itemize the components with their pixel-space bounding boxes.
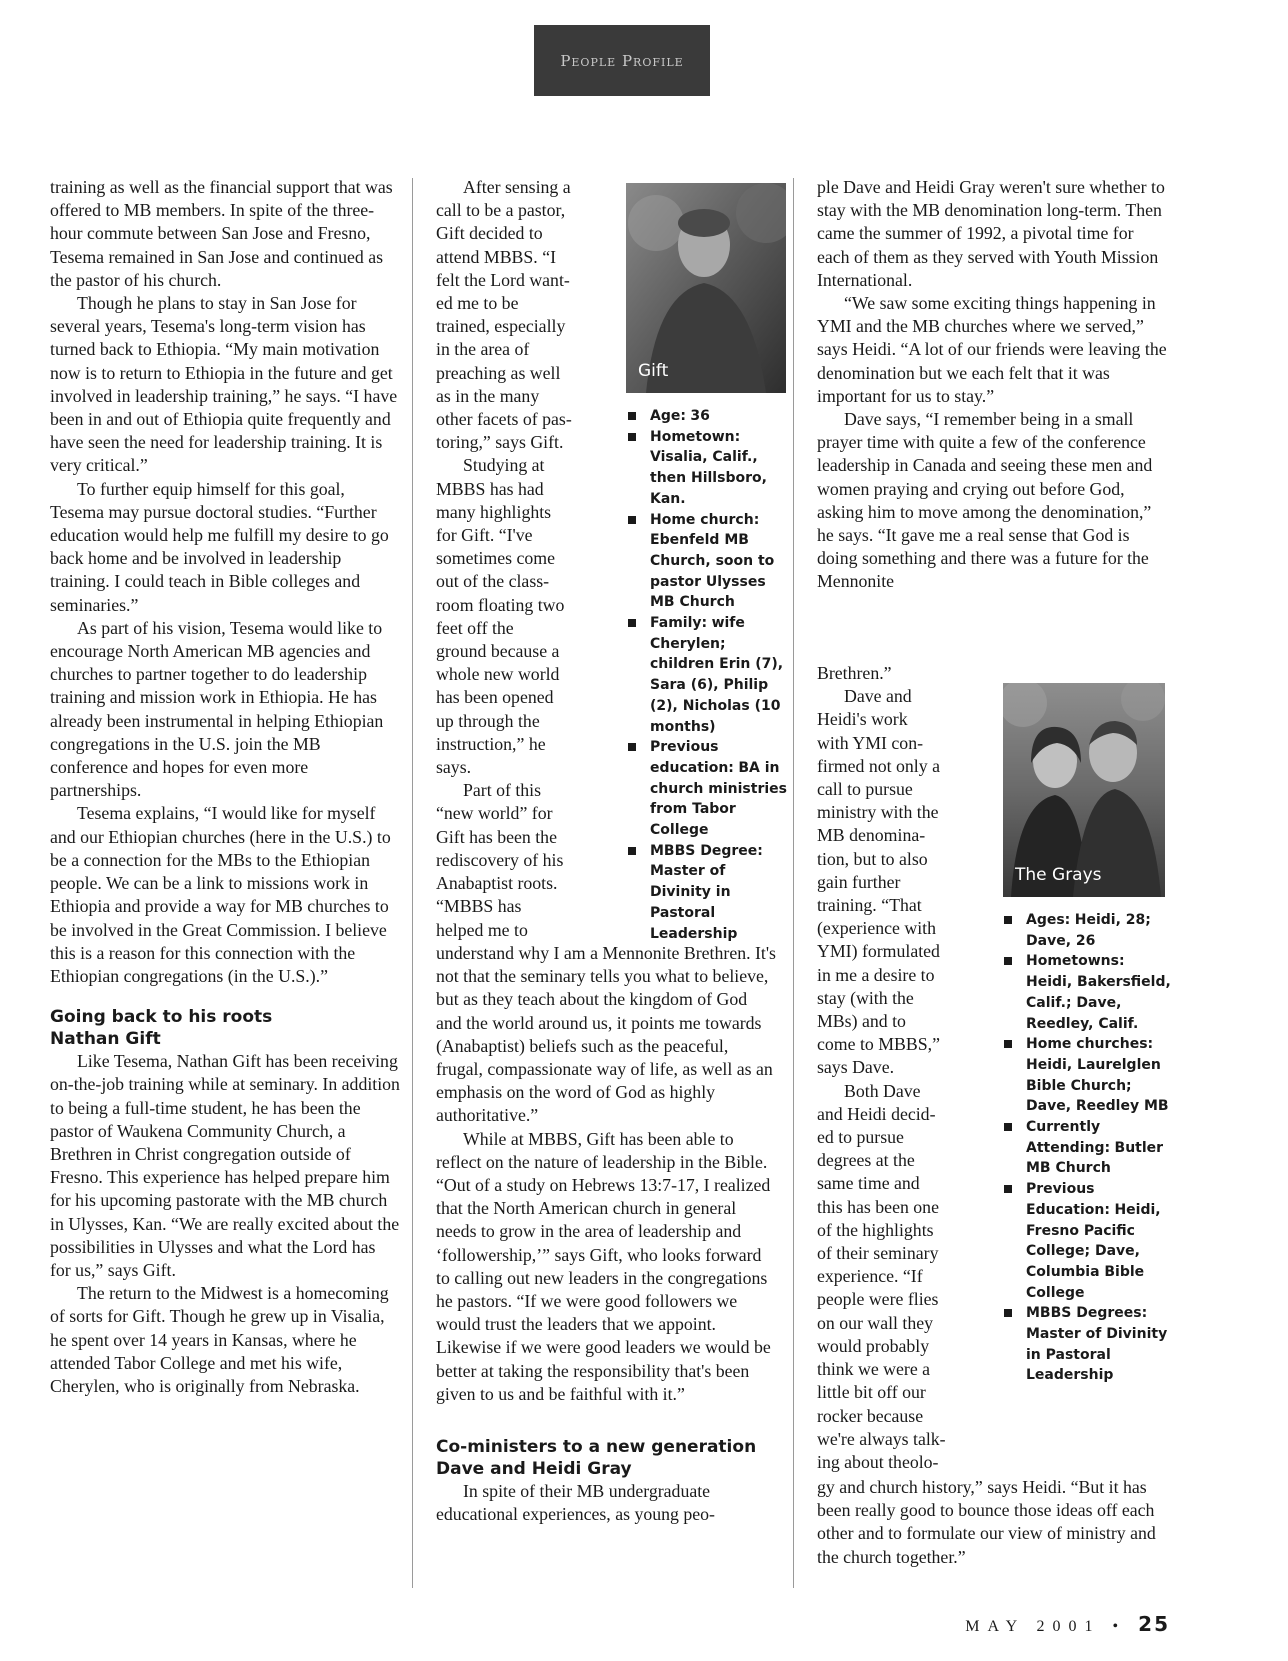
- fact-value: BA in church ministries from Tabor College: [650, 759, 787, 839]
- column-3-bottom: [817, 1476, 1167, 1569]
- fact-label: Home church:: [650, 511, 760, 528]
- text-line: Part of this: [463, 780, 542, 801]
- fact-item: [1002, 951, 1174, 1034]
- fact-label: Ages:: [1026, 912, 1071, 928]
- text-line: Anabaptist roots.: [436, 873, 558, 894]
- paragraph: In spite of their MB undergraduate educational experiences, as young peo-: [436, 1481, 715, 1525]
- fact-item: [626, 406, 791, 427]
- paragraph: ple Dave and Heidi Gray weren't sure whether to stay with the MB denomination long-term. Then came the summer of 1992, a pivotal time for each of them as they served with Youth Mission International.: [817, 177, 1165, 290]
- fact-value: Visalia, Calif., then Hillsboro, Kan.: [650, 449, 767, 507]
- text-line: rediscovery of his: [436, 849, 564, 870]
- paragraph: Tesema explains, “I would like for myself and our Ethiopian churches (here in the U.S.) to be a connection for the MBs to the Ethiopian people. We can be a link to missions work in Ethiopia and provide a way for MB churches to be involved in the Great Commission. I believe this is a reason for this connection with the Ethiopian congregations (in the U.S.).”: [50, 803, 391, 986]
- text-line: rocker because: [817, 1405, 924, 1426]
- column-rule-right: [793, 178, 794, 1588]
- text-line: with YMI con-: [817, 732, 924, 753]
- fact-label: Hometowns:: [1026, 953, 1125, 970]
- fact-item: [1002, 1179, 1174, 1303]
- fact-item: [1002, 1117, 1174, 1179]
- text-line: ed to pursue: [817, 1127, 904, 1148]
- paragraph: To further equip himself for this goal, Tesema may pursue doctoral studies. “Further education would help me fulfill my desire to go back home and be involved in leadership training. I could teach in Bible colleges and seminaries.”: [50, 478, 389, 615]
- text-line: ministry with the: [817, 802, 939, 823]
- text-line: firmed not only a: [817, 755, 940, 776]
- text-line: for Gift. “I've: [436, 525, 533, 546]
- text-line: experience. “If: [817, 1266, 923, 1287]
- fact-value: Heidi, Laurelglen Bible Church; Dave, Reedley MB: [1026, 1056, 1169, 1115]
- text-line: call to be a pastor,: [436, 200, 566, 221]
- section-subheading: Nathan Gift: [50, 1029, 161, 1050]
- text-line: helped me to: [436, 919, 528, 940]
- fact-label: MBBS Degree:: [650, 842, 763, 859]
- text-line: preaching as well: [436, 362, 561, 383]
- text-line: says Dave.: [817, 1057, 895, 1078]
- text-line: same time and: [817, 1173, 920, 1194]
- text-line: call to pursue: [817, 779, 913, 800]
- column-3-top: [817, 176, 1167, 594]
- fact-label: Previous education:: [650, 739, 734, 776]
- fact-item: [626, 427, 791, 510]
- text-line: says.: [436, 757, 472, 778]
- text-line: YMI) formulated: [817, 941, 940, 962]
- fact-value: Butler MB Church: [1026, 1139, 1164, 1177]
- text-line: stay (with the: [817, 987, 914, 1008]
- fact-value: Master of Divinity in Pastoral Leadership: [1026, 1326, 1168, 1384]
- text-line: room floating two: [436, 594, 565, 615]
- text-line: Studying at: [463, 455, 545, 476]
- text-line: up through the: [436, 710, 540, 731]
- text-line: Heidi's work: [817, 709, 908, 730]
- text-line: tion, but to also: [817, 848, 928, 869]
- text-line: has been opened: [436, 687, 554, 708]
- fact-label: Currently Attending:: [1026, 1119, 1111, 1156]
- column-2-wide: [436, 942, 776, 1526]
- gift-facts-box: [626, 406, 791, 944]
- text-line: instruction,” he: [436, 733, 546, 754]
- text-line: feet off the: [436, 617, 514, 638]
- text-line: ground because a: [436, 641, 560, 662]
- text-line: out of the class-: [436, 571, 550, 592]
- text-line: trained, especially: [436, 316, 566, 337]
- text-line: MBs) and to: [817, 1011, 906, 1032]
- column-rule-left: [412, 178, 413, 1588]
- text-line: and Heidi decid-: [817, 1103, 936, 1124]
- paragraph: Like Tesema, Nathan Gift has been receiving on-the-job training while at seminary. In addition to being a full-time student, he has been the pastor of Waukena Community Church, a Brethren in Christ congregation outside of Fresno. This experience has helped prepare him for his upcoming pastorate with the MB church in Ulysses, Kan. “We are really excited about the possibilities in Ulysses and what the Lord has for us,” says Gift.: [50, 1051, 400, 1280]
- text-line: ing about theolo-: [817, 1451, 939, 1472]
- text-line: MBBS has had: [436, 478, 544, 499]
- paragraph: The return to the Midwest is a homecoming of sorts for Gift. Though he grew up in Visalia, he spent over 14 years in Kansas, where he attended Tabor College and met his wife, Cherylen, who is originally from Nebraska.: [50, 1283, 389, 1396]
- paragraph: gy and church history,” says Heidi. “But it has been really good to bounce those ideas off each other and to formulate our view of ministry and the church together.”: [817, 1477, 1156, 1567]
- section-banner: [534, 25, 710, 96]
- fact-item: [626, 510, 791, 614]
- text-line: as in the many: [436, 385, 540, 406]
- text-line: (experience with: [817, 918, 936, 939]
- paragraph: While at MBBS, Gift has been able to reflect on the nature of leadership in the Bible. “Out of a study on Hebrews 13:7-17, I realized that the North American church in general needs to grow in the area of leadership and ‘followership,’” says Gift, who looks forward to calling out new leaders in the congregations he pastors. “If we were good followers we would trust the leaders that we appoint. Likewise if we were good leaders we would be better at taking the responsibility that's been given to us and be faithful with it.”: [436, 1128, 771, 1404]
- section-subheading: Dave and Heidi Gray: [436, 1459, 632, 1480]
- text-line: sometimes come: [436, 548, 556, 569]
- text-line: Gift decided to: [436, 223, 543, 244]
- issue-date: MAY 2001: [965, 1618, 1101, 1635]
- page-footer: [965, 1612, 1170, 1636]
- gift-photo: [626, 183, 786, 393]
- fact-item: [626, 737, 791, 841]
- section-heading: Going back to his roots: [50, 1007, 273, 1028]
- text-line: Gift has been the: [436, 826, 557, 847]
- paragraph: As part of his vision, Tesema would like to encourage North American MB agencies and churches to partner together to do leadership training and mission work in Ethiopia. He has already been instrumental in helping Ethiopian congregations in the U.S. join the MB conference and hopes for even more partnerships.: [50, 617, 384, 801]
- column-3-narrow: [817, 662, 992, 1474]
- text-line: “new world” for: [436, 803, 553, 824]
- fact-value: Heidi, Bakersfield, Calif.; Dave, Reedley, Calif.: [1026, 974, 1171, 1032]
- text-line: toring,” says Gift.: [436, 432, 564, 453]
- page-number: 25: [1138, 1612, 1170, 1636]
- paragraph: “We saw some exciting things happening in YMI and the MB churches where we served,” says Heidi. “A lot of our friends were leaving the denomination but we each felt that it was important for us to stay.”: [817, 293, 1167, 406]
- fact-item: [1002, 910, 1174, 951]
- text-line: in the area of: [436, 339, 530, 360]
- fact-label: Hometown:: [650, 428, 741, 445]
- fact-value: Heidi, 28; Dave, 26: [1026, 912, 1151, 949]
- text-line: felt the Lord want-: [436, 269, 570, 290]
- fact-value: Master of Divinity in Pastoral Leadership: [650, 863, 738, 942]
- grays-photo-caption: The Grays: [1015, 865, 1102, 885]
- paragraph: understand why I am a Mennonite Brethren. It's not that the seminary tells you what to believe, but as they teach about the kingdom of God and the world around us, it points me towards (Anabaptist) beliefs such as the peaceful, frugal, compassionate way of life, as well as an emphasis on the word of God as highly authoritative.”: [436, 943, 776, 1126]
- paragraph: training as well as the financial support that was offered to MB members. In spite of the three-hour commute between San Jose and Fresno, Tesema remained in San Jose and continued as the pastor of his church.: [50, 177, 393, 290]
- text-line: Brethren.”: [817, 663, 892, 683]
- fact-value: wife Cherylen; children Erin (7), Sara (6), Philip (2), Nicholas (10 months): [650, 615, 784, 735]
- grays-photo: [1003, 683, 1165, 897]
- text-line: whole new world: [436, 664, 560, 685]
- text-line: gain further: [817, 871, 901, 892]
- text-line: ed me to be: [436, 293, 519, 314]
- fact-item: [1002, 1034, 1174, 1117]
- fact-label: Previous Education:: [1026, 1181, 1110, 1218]
- text-line: in me a desire to: [817, 964, 935, 985]
- text-line: attend MBBS. “I: [436, 246, 557, 267]
- text-line: other facets of pas-: [436, 409, 572, 430]
- fact-item: [626, 841, 791, 945]
- fact-value: Heidi, Fresno Pacific College; Dave, Columbia Bible College: [1026, 1201, 1161, 1301]
- fact-label: Age:: [650, 408, 686, 424]
- text-line: come to MBBS,”: [817, 1034, 940, 1055]
- section-heading: Co-ministers to a new generation: [436, 1437, 757, 1458]
- text-line: on our wall they: [817, 1312, 934, 1333]
- text-line: little bit off our: [817, 1382, 926, 1403]
- paragraph: Dave says, “I remember being in a small prayer time with quite a few of the conference leadership in Canada and seeing these men and women praying and crying out before God, asking him to move among the denomination,” he says. “It gave me a real sense that God is doing something and there was a future for the Mennonite: [817, 409, 1153, 592]
- fact-label: Family:: [650, 615, 708, 632]
- footer-bullet: •: [1112, 1618, 1127, 1635]
- fact-item: [626, 613, 791, 737]
- text-line: this has been one: [817, 1196, 939, 1217]
- text-line: training. “That: [817, 895, 922, 916]
- text-line: think we were a: [817, 1359, 931, 1380]
- fact-label: Home churches:: [1026, 1036, 1154, 1053]
- text-line: degrees at the: [817, 1150, 915, 1171]
- text-line: Both Dave: [844, 1080, 921, 1101]
- column-1: [50, 176, 400, 1398]
- fact-value: 36: [690, 408, 710, 424]
- text-line: many highlights: [436, 501, 552, 522]
- section-banner-label: People Profile: [560, 51, 684, 70]
- text-line: MB denomina-: [817, 825, 926, 846]
- fact-value: Ebenfeld MB Church, soon to pastor Ulysses MB Church: [650, 532, 775, 611]
- text-line: “MBBS has: [436, 896, 522, 917]
- text-line: would probably: [817, 1335, 930, 1356]
- text-line: of the highlights: [817, 1219, 934, 1240]
- grays-facts-box: [1002, 910, 1174, 1386]
- column-2-narrow: [436, 176, 606, 942]
- fact-item: [1002, 1303, 1174, 1386]
- text-line: of their seminary: [817, 1243, 939, 1264]
- text-line: we're always talk-: [817, 1428, 946, 1449]
- text-line: Dave and: [844, 686, 912, 707]
- text-line: people were flies: [817, 1289, 939, 1310]
- text-line: After sensing a: [463, 177, 571, 197]
- gift-photo-caption: Gift: [638, 361, 669, 381]
- fact-label: MBBS Degrees:: [1026, 1305, 1148, 1322]
- paragraph: Though he plans to stay in San Jose for several years, Tesema's long-term vision has turned back to Ethiopia. “My main motivation now is to return to Ethiopia in the future and get involved in leadership training,” he says. “I have been in and out of Ethiopia quite frequently and have seen the need for leadership training. It is very critical.”: [50, 293, 398, 476]
